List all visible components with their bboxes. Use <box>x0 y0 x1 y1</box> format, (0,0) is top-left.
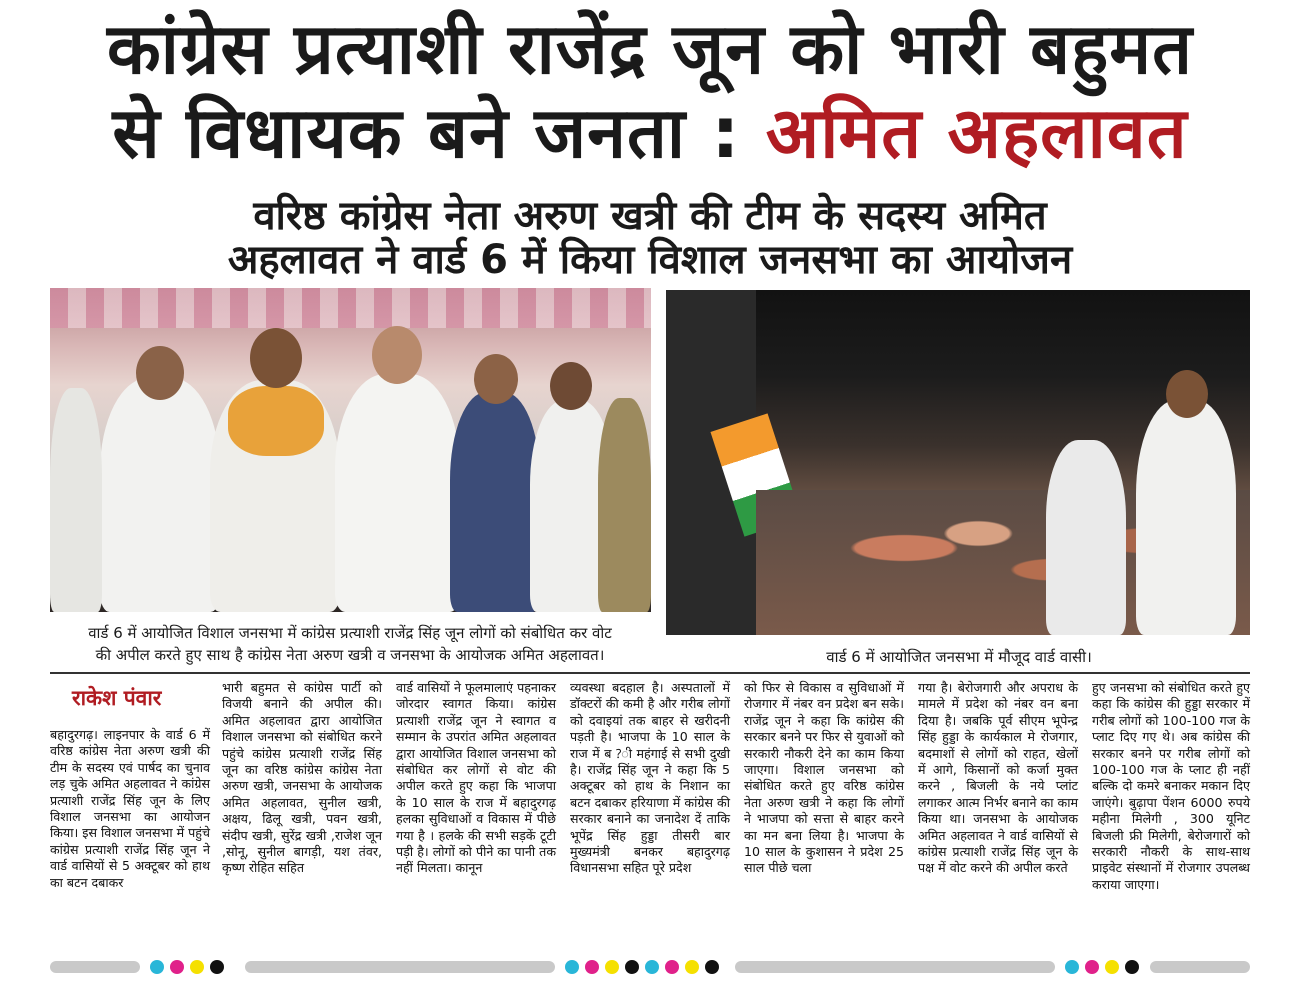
cyan-dot <box>565 960 579 974</box>
person-head <box>372 326 422 384</box>
byline: राकेश पंवार <box>72 685 162 710</box>
photo1-caption <box>50 622 650 666</box>
caption-divider <box>50 672 1250 674</box>
headline-line2 <box>0 92 1300 174</box>
marigold-garland <box>228 386 324 456</box>
headline-separator: : <box>686 92 766 174</box>
headline-accent: अमित अहलावत <box>765 92 1188 174</box>
black-dot <box>1125 960 1139 974</box>
person <box>450 392 540 612</box>
headline-line1: कांग्रेस प्रत्याशी राजेंद्र जून को भारी बहुमत <box>106 8 1194 90</box>
black-dot <box>625 960 639 974</box>
article-column-4: व्यवस्था बदहाल है। अस्पतालों में डॉक्टरों की कमी है और गरीब लोगों को दवाइयां तक बाहर से खरीदनी पड़ती है। भाजपा के 10 साल के राज में ब ?ी महंगाई से सभी दुखी है। राजेंद्र सिंह जून ने कहा कि 5 अक्टूबर को हाथ के निशान का बटन दबाकर हरियाणा में कांग्रेस की सरकार बनाने का जनादेश दें ताकि भूपेंद्र सिंह हुड्डा तीसरी बार मुख्यमंत्री बनकर बहादुरगढ़ विधानसभा सहित पूरे प्रदेश <box>570 680 730 876</box>
article-column-3: वार्ड वासियों ने फूलमालाएं पहनाकर जोरदार स्वागत किया। कांग्रेस प्रत्याशी राजेंद्र जून ने स्वागत व सम्मान के उपरांत अमित अहलावत द्वारा आयोजित विशाल जनसभा को संबोधित कर लोगों से वोट की अपील करते हुए कहा कि भाजपा के 10 साल के राज में बहादुरगढ़ हलका सुविधाओं व विकास में पीछे गया है । हलके की सभी सड़कें टूटी पड़ी है। लोगों को पीने का पानी तक नहीं मिलता। कानून <box>396 680 556 876</box>
yellow-dot <box>190 960 204 974</box>
crowd-photo <box>666 290 1250 635</box>
magenta-dot <box>585 960 599 974</box>
person-head <box>1166 370 1208 418</box>
cyan-dot <box>1065 960 1079 974</box>
registration-gray-strip <box>245 961 555 973</box>
print-registration-bar <box>50 958 1250 976</box>
magenta-dot <box>1085 960 1099 974</box>
magenta-dot <box>665 960 679 974</box>
article-column-5: को फिर से विकास व सुविधाओं में रोजगार में नंबर वन प्रदेश बन सके। राजेंद्र जून ने कहा कि कांग्रेस की सरकार बनने पर फिर से युवाओं को सरकारी नौकरी देने का काम किया जाएगा। विशाल जनसभा को संबोधित करते हुए वरिष्ठ कांग्रेस नेता अरुण खत्री ने कहा कि लोगों ने भाजपा को सत्ता से बाहर करने का मन बना लिया है। भाजपा के 10 साल के कुशासन ने प्रदेश 25 साल पीछे चला <box>744 680 904 876</box>
black-dot <box>210 960 224 974</box>
subheadline-line2: अहलावत ने वार्ड 6 में किया विशाल जनसभा का आयोजन <box>227 237 1073 283</box>
article-column-1: बहादुरगढ़। लाइनपार के वार्ड 6 में वरिष्ठ कांग्रेस नेता अरुण खत्री की टीम के सदस्य एवं पार्षद का चुनाव लड़ चुके अमित अहलावत ने कांग्रेस प्रत्याशी राजेंद्र सिंह जून के लिए विशाल जनसभा का आयोजन किया। इस विशाल जनसभा में पहुंचे कांग्रेस प्रत्याशी राजेंद्र सिंह जून ने वार्ड वासियों से 5 अक्टूबर को हाथ का बटन दबाकर <box>50 727 210 890</box>
person-head <box>550 362 592 410</box>
registration-gray-strip <box>1150 961 1250 973</box>
registration-dots <box>150 960 224 974</box>
cyan-dot <box>150 960 164 974</box>
registration-gray-strip <box>50 961 140 973</box>
person <box>335 374 460 612</box>
article-column-6: गया है। बेरोजगारी और अपराध के मामले में प्रदेश को नंबर वन बना दिया है। जबकि पूर्व सीएम भूपेन्द्र सिंह हुड्डा के कार्यकाल मे रोजगार, बदमाशों से लोगों को राहत, खेलों में आगे, किसानों को कर्जा मुक्त करने , बिजली के नये प्लांट लगाकर आत्म निर्भर बनाने का काम किया था। जनसभा के आयोजक अमित अहलावत ने वार्ड वासियों से कांग्रेस प्रत्याशी राजेंद्र सिंह जून के पक्ष में वोट करने की अपील करते <box>918 680 1078 876</box>
person-head <box>250 328 302 388</box>
yellow-dot <box>605 960 619 974</box>
person-head <box>136 346 184 400</box>
photo1-caption-line1: वार्ड 6 में आयोजित विशाल जनसभा में कांग्रेस प्रत्याशी राजेंद्र सिंह जून लोगों को संबोधित कर वोट <box>88 624 612 642</box>
person <box>598 398 651 612</box>
black-dot <box>705 960 719 974</box>
magenta-dot <box>170 960 184 974</box>
cyan-dot <box>645 960 659 974</box>
photo2-caption: वार्ड 6 में आयोजित जनसभा में मौजूद वार्ड वासी। <box>826 648 1092 666</box>
person-head <box>474 354 518 404</box>
headline-line2-main: से विधायक बने जनता <box>112 92 687 174</box>
registration-gray-strip <box>735 961 1055 973</box>
stage-photo <box>50 288 651 612</box>
person <box>1136 400 1236 635</box>
registration-dots <box>565 960 719 974</box>
subheadline-line1: वरिष्ठ कांग्रेस नेता अरुण खत्री की टीम के सदस्य अमित <box>253 193 1047 239</box>
person <box>50 388 102 612</box>
photo1-caption-line2: की अपील करते हुए साथ है कांग्रेस नेता अरुण खत्री व जनसभा के आयोजक अमित अहलावत। <box>95 646 605 664</box>
article-column-2: भारी बहुमत से कांग्रेस पार्टी को विजयी बनाने की अपील की। अमित अहलावत द्वारा आयोजित विशाल जनसभा को संबोधित करने पहुंचे कांग्रेस प्रत्याशी राजेंद्र सिंह जून का वरिष्ठ कांग्रेस कांग्रेस नेता अरुण खत्री, जनसभा के आयोजक अमित अहलावत, सुनील खत्री, अक्षय, ढिलू खत्री, पवन खत्री, संदीप खत्री, सुरेंद्र खत्री ,राजेश जून ,सोनू, सुनील बागड़ी, यश तंवर, कृष्ण रोहित सहित <box>222 680 382 876</box>
backdrop-pattern <box>50 288 651 328</box>
registration-dots <box>1065 960 1139 974</box>
yellow-dot <box>1105 960 1119 974</box>
article-column-7: हुए जनसभा को संबोधित करते हुए कहा कि कांग्रेस की हुड्डा सरकार में गरीब लोगों को 100-100 गज के प्लाट दिए गए थे। अब कांग्रेस की सरकार बनने पर गरीब लोगों को 100-100 गज के प्लाट ही नहीं बल्कि दो कमरे बनाकर मकान दिए जाएंगे। बुढ़ापा पेंशन 6000 रुपये महीना मिलेगी , 300 यूनिट बिजली फ्री मिलेगी, बेरोजगारों को सरकारी नौकरी के साथ-साथ प्राइवेट संस्थानों में रोजगार उपलब्ध कराया जाएगा। <box>1092 680 1250 892</box>
person <box>1046 440 1126 635</box>
yellow-dot <box>685 960 699 974</box>
person <box>100 378 220 612</box>
